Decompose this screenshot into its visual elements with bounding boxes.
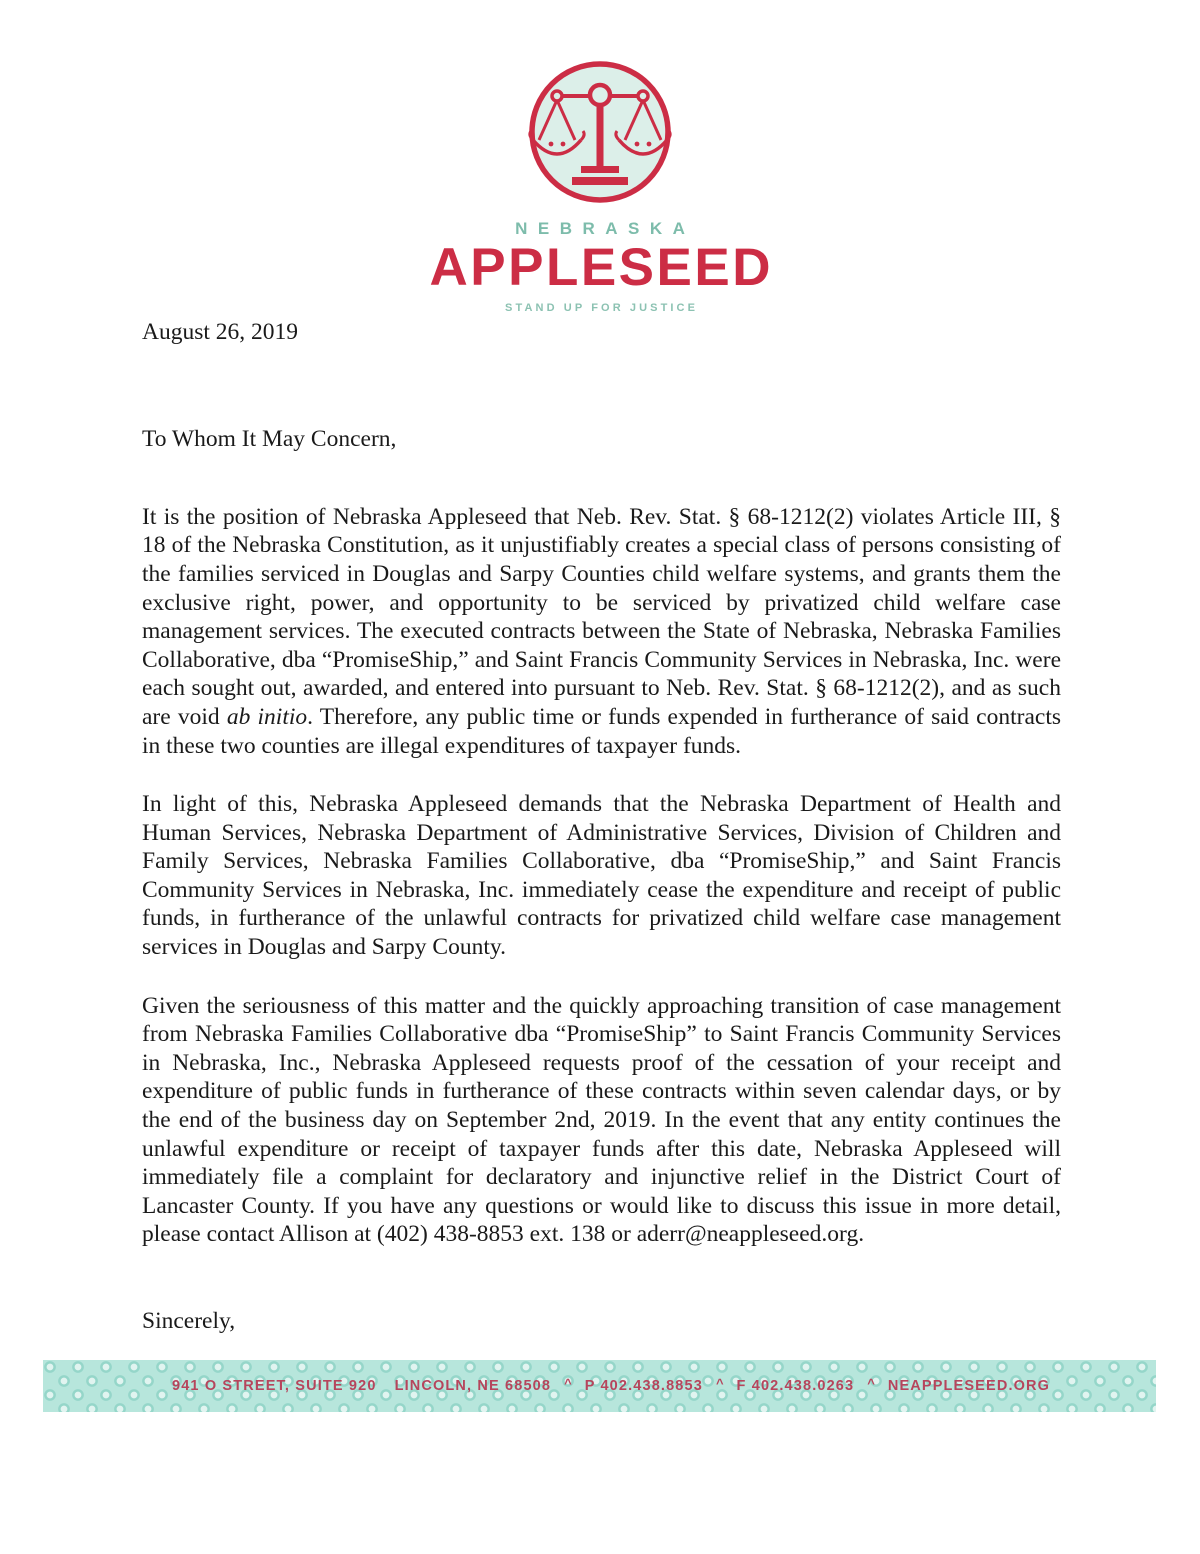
footer-band <box>43 1360 1156 1412</box>
letter-closing: Sincerely, <box>142 1308 236 1334</box>
org-tagline: STAND UP FOR JUSTICE <box>505 301 699 314</box>
footer-separator-icon-2: ^ <box>715 1375 724 1391</box>
footer-phone: P 402.438.8853 <box>584 1378 703 1394</box>
wordmark <box>429 219 774 314</box>
paragraph-3: Given the seriousness of this matter and the quickly approaching transition of case management from Nebraska Families Collaborative dba “PromiseShip” to Saint Francis Community Services in Nebraska, Inc., Nebraska Appleseed requests proof of the cessation of your receipt and expenditure of public funds in furtherance of these contracts within seven calendar days, or by the end of the business day on September 2nd, 2019. In the event that any entity continues the unlawful expenditure or receipt of taxpayer funds after this date, Nebraska Appleseed will immediately file a complaint for declaratory and injunctive relief in the District Court of Lancaster County. If you have any questions or would like to discuss this issue in more detail, please contact Allison at (402) 438-8853 ext. 138 or aderr@neappleseed.org. <box>142 992 1061 1248</box>
letter-salutation: To Whom It May Concern, <box>142 426 397 453</box>
paragraph-1-latin-phrase: ab initio <box>226 703 308 730</box>
paragraph-2: In light of this, Nebraska Appleseed demands that the Nebraska Department of Health and Human Services, Nebraska Department of Administrative Services, Division of Children and Family Services, Nebraska Families Collaborative, dba “PromiseShip,” and Saint Francis Community Services in Nebraska, Inc. immediately cease the expenditure and receipt of public funds, in furtherance of the unlawful contracts for privatized child welfare case management services in Douglas and Sarpy County. <box>142 791 1061 961</box>
org-name-top: NEBRASKA <box>515 219 696 238</box>
paragraph-1-part-b: . Therefore, any public time or funds expended in furtherance of said contracts in these two counties are illegal expenditures of taxpayer funds. <box>142 703 1061 759</box>
scales-of-justice-in-circle-icon <box>524 56 676 208</box>
paragraph-1 <box>142 503 1061 760</box>
letter-body <box>142 318 1061 1336</box>
org-name-main: APPLESEED <box>429 237 774 297</box>
letter-date: August 26, 2019 <box>142 319 299 345</box>
footer-separator-icon-3: ^ <box>867 1375 875 1391</box>
footer-separator-icon-1: ^ <box>564 1375 572 1391</box>
paragraph-1-part-a: It is the position of Nebraska Appleseed that Neb. Rev. Stat. § 68-1212(2) violates Article III, § 18 of the Nebraska Constitution, as it unjustifiably creates a special class of persons consisting of the families serviced in Douglas and Sarpy Counties child welfare systems, and grants them the exclusive right, power, and opportunity to be serviced by privatized child welfare case management services. The executed contracts between the State of Nebraska, Nebraska Families Collaborative, dba “PromiseShip,” and Saint Francis Community Services in Nebraska, Inc. were each sought out, awarded, and entered into pursuant to Neb. Rev. Stat. § 68-1212(2), and as such are void <box>142 503 1061 730</box>
footer-contact-line <box>172 1375 1051 1394</box>
letterhead <box>0 0 1200 314</box>
footer-fax: F 402.438.0263 <box>736 1378 855 1394</box>
footer-address: 941 O STREET, SUITE 920 <box>172 1378 377 1394</box>
footer-website[interactable]: NEAPPLESEED.ORG <box>887 1378 1051 1394</box>
footer-city-state-zip: LINCOLN, NE 68508 <box>394 1378 552 1394</box>
